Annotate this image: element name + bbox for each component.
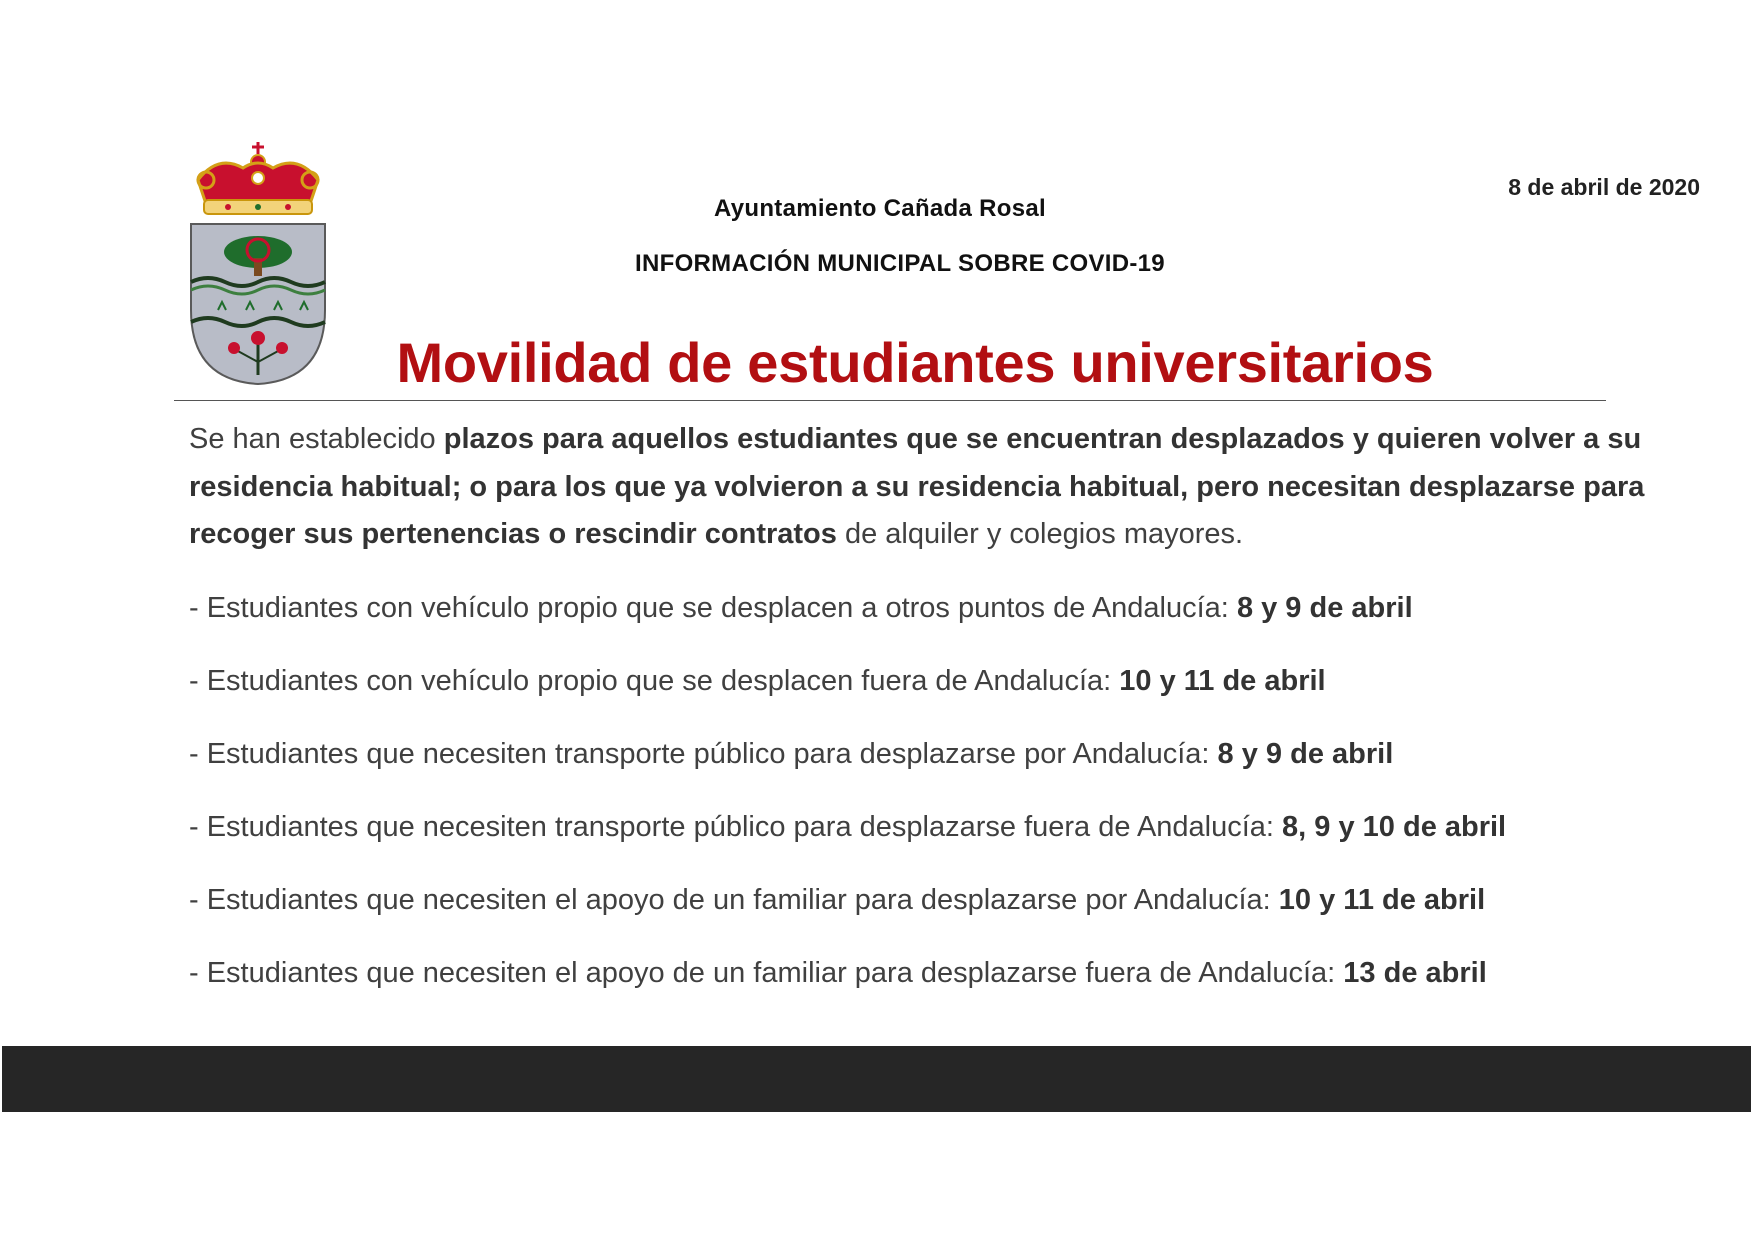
list-item (189, 584, 1749, 657)
item-text: - Estudiantes que necesiten el apoyo de un familiar para desplazarse por Andalucía: (189, 884, 1279, 916)
item-text: - Estudiantes con vehículo propio que se desplacen fuera de Andalucía: (189, 665, 1120, 697)
item-dates: 10 y 11 de abril (1278, 884, 1486, 916)
intro-paragraph (189, 416, 1745, 559)
footer-bar (2, 1046, 1751, 1112)
item-text: - Estudiantes con vehículo propio que se desplacen a otros puntos de Andalucía: (189, 592, 1237, 624)
organization-name: Ayuntamiento Cañada Rosal (713, 195, 1046, 222)
item-text: - Estudiantes que necesiten transporte público para desplazarse fuera de Andalucía: (189, 811, 1283, 843)
list-item (189, 949, 1749, 1022)
list-item (189, 876, 1749, 949)
document-subtitle: INFORMACIÓN MUNICIPAL SOBRE COVID-19 (635, 250, 1165, 277)
item-text: - Estudiantes que necesiten transporte público para desplazarse por Andalucía: (189, 738, 1218, 770)
item-dates: 8 y 9 de abril (1217, 738, 1394, 770)
document-date: 8 de abril de 2020 (1508, 174, 1700, 200)
item-text: - Estudiantes que necesiten el apoyo de un familiar para desplazarse fuera de Andalucía: (189, 957, 1344, 989)
page-title: Movilidad de estudiantes universitarios (396, 331, 1434, 394)
list-item (189, 803, 1749, 876)
title-divider (174, 400, 1606, 401)
list-item (189, 730, 1749, 803)
intro-bold: plazos para aquellos estudiantes que se encuentran desplazados y quieren volver a su residencia habitual; o para los que ya volvieron a su residencia habitual, pero necesitan desplazarse para recoger sus pertenencias o rescindir contratos (189, 423, 1645, 550)
item-dates: 8 y 9 de abril (1236, 592, 1413, 624)
intro-suffix: de alquiler y colegios mayores. (836, 518, 1244, 550)
list-item (189, 657, 1749, 730)
intro-prefix: Se han establecido (189, 423, 444, 455)
item-dates: 13 de abril (1343, 957, 1487, 989)
item-dates: 10 y 11 de abril (1119, 665, 1326, 697)
item-dates: 8, 9 y 10 de abril (1282, 811, 1507, 843)
schedule-list (189, 584, 1749, 1022)
